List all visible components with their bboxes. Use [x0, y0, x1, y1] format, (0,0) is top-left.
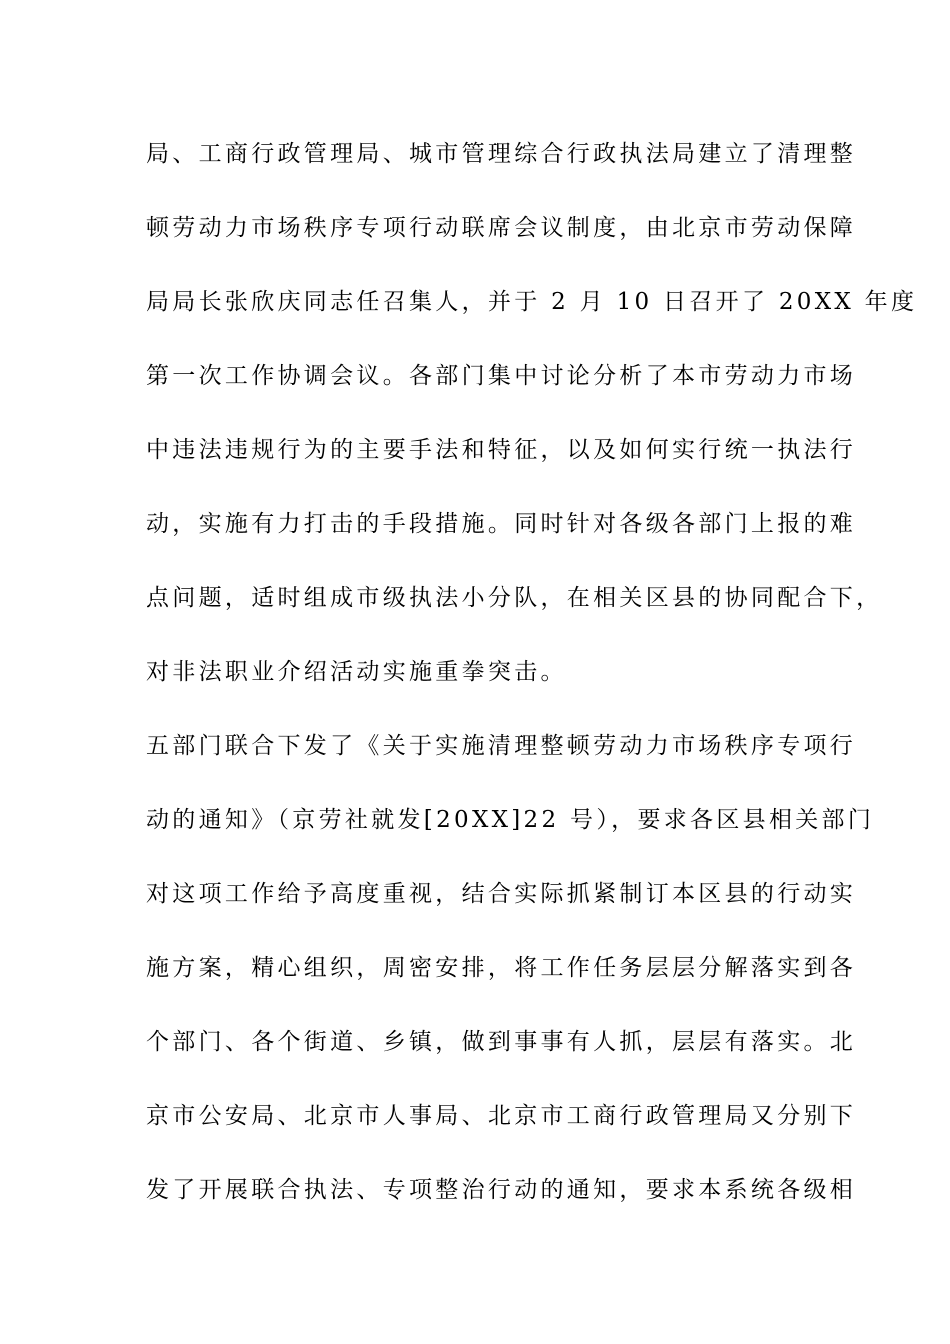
text-line: 局、工商行政管理局、城市管理综合行政执法局建立了清理整: [146, 141, 857, 167]
text-line: 对这项工作给予高度重视，结合实际抓紧制订本区县的行动实: [146, 881, 857, 907]
text-line: 第一次工作协调会议。各部门集中讨论分析了本市劳动力市场: [146, 363, 857, 389]
text-line: 点问题，适时组成市级执法小分队，在相关区县的协同配合下，: [146, 585, 883, 611]
text-line: 动，实施有力打击的手段措施。同时针对各级各部门上报的难: [146, 511, 857, 537]
text-line: 动的通知》（京劳社就发[20XX]22 号），要求各区县相关部门: [146, 807, 875, 833]
text-line: 中违法违规行为的主要手法和特征，以及如何实行统一执法行: [146, 437, 857, 463]
text-line: 局局长张欣庆同志任召集人，并于 2 月 10 日召开了 20XX 年度: [146, 289, 918, 315]
text-line: 发了开展联合执法、专项整治行动的通知，要求本系统各级相: [146, 1177, 857, 1203]
text-line: 五部门联合下发了《关于实施清理整顿劳动力市场秩序专项行: [146, 733, 857, 759]
text-line: 个部门、各个街道、乡镇，做到事事有人抓，层层有落实。北: [146, 1029, 857, 1055]
text-line: 顿劳动力市场秩序专项行动联席会议制度，由北京市劳动保障: [146, 215, 857, 241]
text-line: 京市公安局、北京市人事局、北京市工商行政管理局又分别下: [146, 1103, 857, 1129]
text-line: 对非法职业介绍活动实施重拳突击。: [146, 659, 567, 685]
body-text: [146, 127, 918, 1237]
text-line: 施方案，精心组织，周密安排，将工作任务层层分解落实到各: [146, 955, 857, 981]
